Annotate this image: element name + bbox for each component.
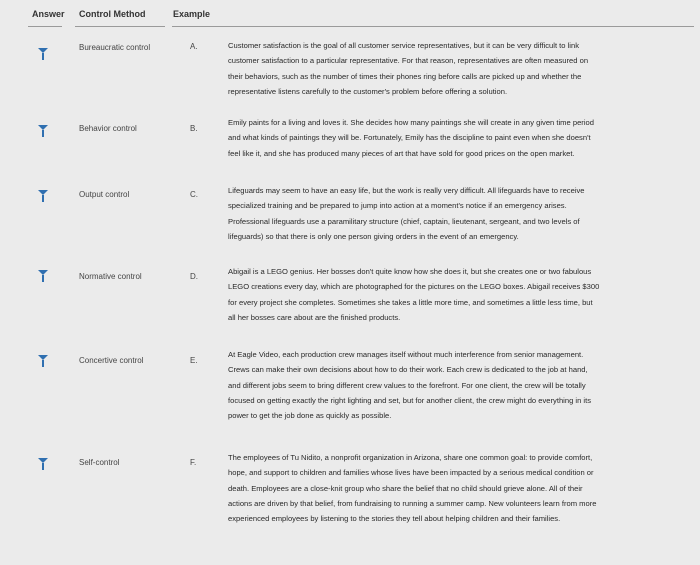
header-divider: [75, 26, 165, 27]
example-text: Abigail is a LEGO genius. Her bosses don't quite know how she does it, but she creates one or two fabulous LEGO creations every day, which are photographed for the pictures on the LEGO boxes. Abigail receives $300 for every project she completes. Sometimes she takes a little more time, and sometimes a little less time, but all her bosses care about are the finished products.: [228, 267, 600, 322]
chevron-down-icon: [36, 269, 50, 283]
example-text: Lifeguards may seem to have an easy life, but the work is really very difficult. All lifeguards have to receive specialized training and be prepared to jump into action at a moment's notice if an emergency arises. Professional lifeguards use a paramilitary structure (chief, captain, lieutenant, sergeant, and two levels of lifeguards) so that there is only one person giving orders in the event of an emergency.: [228, 186, 585, 241]
header-divider: [28, 26, 62, 27]
chevron-down-icon: [36, 124, 50, 138]
header-divider: [172, 26, 694, 27]
column-header-answer: Answer: [32, 9, 65, 19]
example-letter: E.: [190, 356, 198, 365]
column-header-example: Example: [173, 9, 211, 19]
example-letter: F.: [190, 458, 197, 467]
example-text: At Eagle Video, each production crew manages itself without much interference from senior management. Crews can make their own decisions about how to do their work. Each crew is dedicated to the job at hand, and different jobs seem to bring different crew values to the forefront. For one client, the crew will be totally focused on getting exactly the right lighting and set, but for another client, the crew might do everything in its power to get the job done as quickly as possible.: [228, 350, 592, 421]
control-method-label: Self-control: [79, 458, 120, 467]
example-text: Emily paints for a living and loves it. She decides how many paintings she will create in any given time period and what kinds of paintings they will be. Fortunately, Emily has the discipline to paint even when she doesn't feel like it, and she has produced many pieces of art that have sold for good prices on the open market.: [228, 118, 594, 158]
control-method-label: Behavior control: [79, 124, 137, 133]
chevron-down-icon: [36, 189, 50, 203]
answer-dropdown[interactable]: [36, 189, 50, 203]
chevron-down-icon: [36, 354, 50, 368]
table-header: [0, 0, 700, 32]
example-letter: B.: [190, 124, 198, 133]
answer-dropdown[interactable]: [36, 457, 50, 471]
control-method-label: Concertive control: [79, 356, 144, 365]
example-letter: A.: [190, 42, 198, 51]
example-letter: C.: [190, 190, 198, 199]
control-method-label: Bureaucratic control: [79, 43, 151, 52]
example-text: The employees of Tu Nidito, a nonprofit organization in Arizona, share one common goal: to provide comfort, hope, and support to children and families whose lives have been impacted by a serious medical condition or death. Employees are a close-knit group who share the belief that no child should grieve alone. All of their actions are driven by that belief, from fundraising to running a summer camp. New volunteers learn from more experienced employees by listening to the stories they tell about helping children and their families.: [228, 453, 597, 524]
answer-dropdown[interactable]: [36, 354, 50, 368]
control-method-label: Normative control: [79, 272, 142, 281]
chevron-down-icon: [36, 457, 50, 471]
column-header-control-method: Control Method: [79, 9, 146, 19]
chevron-down-icon: [36, 47, 50, 61]
answer-dropdown[interactable]: [36, 269, 50, 283]
example-letter: D.: [190, 272, 198, 281]
control-method-label: Output control: [79, 190, 130, 199]
answer-dropdown[interactable]: [36, 124, 50, 138]
answer-dropdown[interactable]: [36, 47, 50, 61]
example-text: Customer satisfaction is the goal of all customer service representatives, but it can be very difficult to link customer satisfaction to a particular representative. For that reason, representatives are often measured on their behaviors, such as the number of times their phones ring before calls are picked up and whether the representative listens carefully to the customer's problem before offering a solution.: [228, 41, 589, 96]
